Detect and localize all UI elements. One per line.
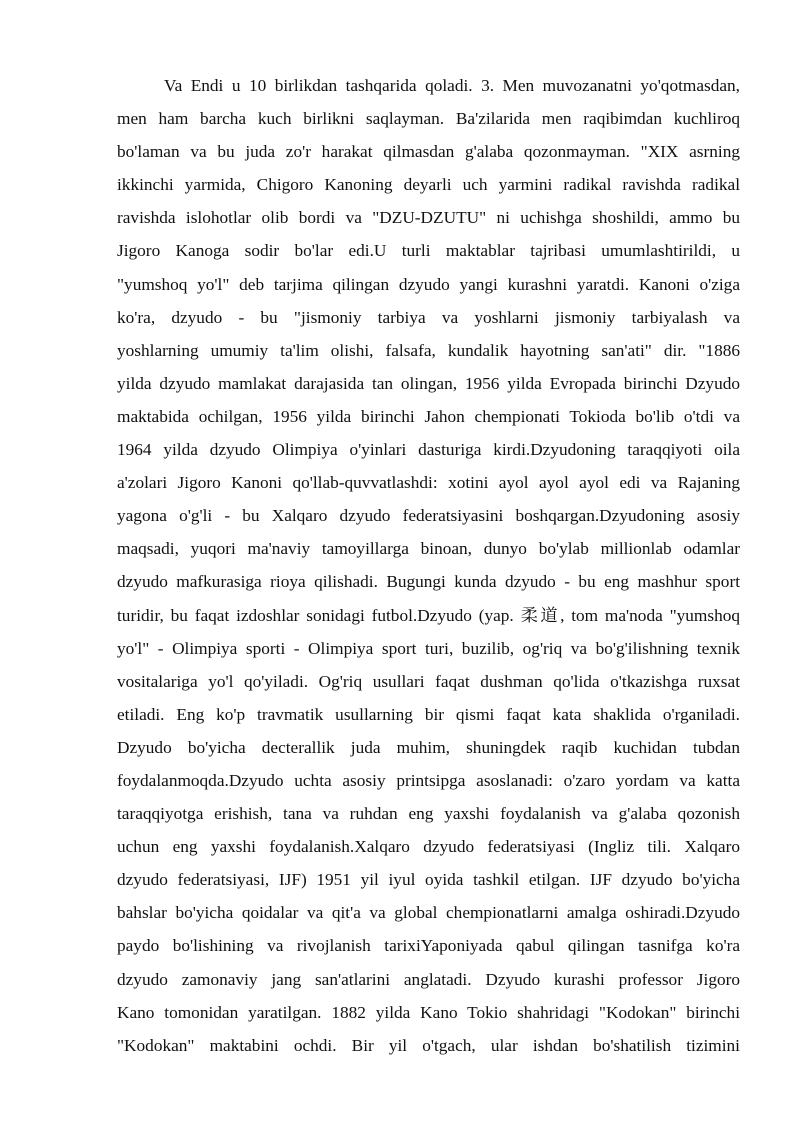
text-line: "yumshoq yo'l" deb tarjima qilingan dzyudo yangi kurashni yaratdi. Kanoni o'ziga (117, 274, 740, 294)
text-line: Dzyudo bo'yicha decterallik juda muhim, shuningdek raqib kuchidan tubdan (117, 737, 740, 757)
text-line: Kano tomonidan yaratilgan. 1882 yilda Kano Tokio shahridagi "Kodokan" birinchi (117, 1002, 740, 1022)
text-line: men ham barcha kuch birlikni saqlayman. Ba'zilarida men raqibimdan kuchliroq (117, 109, 740, 129)
text-line: vositalariga yo'l qo'yiladi. Og'riq usullari faqat dushman qo'lida o'tkazishga ruxsat (117, 671, 740, 691)
text-line: bo'laman va bu juda zo'r harakat qilmasdan g'alaba qozonmayman. "XIX asrning (117, 142, 740, 162)
text-line: yagona o'g'li - bu Xalqaro dzyudo federatsiyasini boshqargan.Dzyudoning asosiy (117, 506, 740, 526)
text-line: uchun eng yaxshi foydalanish.Xalqaro dzyudo federatsiyasi (Ingliz tili. Xalqaro (117, 837, 740, 857)
text-line: maqsadi, yuqori ma'naviy tamoyillarga binoan, dunyo bo'ylab millionlab odamlar (117, 539, 740, 559)
text-line: ravishda islohotlar olib bordi va "DZU-DZUTU" ni uchishga shoshildi, ammo bu (117, 208, 740, 228)
document-body (117, 69, 740, 1062)
text-line: maktabida ochilgan, 1956 yilda birinchi Jahon chempionati Tokioda bo'lib o'tdi va (117, 406, 740, 426)
text-line: paydo bo'lishining va rivojlanish tarixiYaponiyada qabul qilingan tasnifga ko'ra (117, 936, 740, 956)
text-line: yilda dzyudo mamlakat darajasida tan olingan, 1956 yilda Evropada birinchi Dzyudo (117, 373, 740, 393)
text-line: a'zolari Jigoro Kanoni qo'llab-quvvatlashdi: xotini ayol ayol ayol edi va Rajaning (117, 473, 740, 493)
text-line: "Kodokan" maktabini ochdi. Bir yil o'tgach, ular ishdan bo'shatilish tizimini (117, 1035, 740, 1055)
text-line: bahslar bo'yicha qoidalar va qit'a va global chempionatlarni amalga oshiradi.Dzyudo (117, 903, 740, 923)
text-line: ko'ra, dzyudo - bu "jismoniy tarbiya va yoshlarni jismoniy tarbiyalash va (117, 307, 740, 327)
text-line: Va Endi u 10 birlikdan tashqarida qoladi. 3. Men muvozanatni yo'qotmasdan, (164, 76, 740, 95)
text-line: dzyudo mafkurasiga rioya qilishadi. Bugungi kunda dzyudo - bu eng mashhur sport (117, 572, 740, 592)
text-line: Jigoro Kanoga sodir bo'lar edi.U turli maktablar tajribasi umumlashtirildi, u (117, 241, 740, 261)
text-line: yo'l" - Olimpiya sporti - Olimpiya sport turi, buzilib, og'riq va bo'g'ilishning texnik (117, 638, 740, 658)
text-line: foydalanmoqda.Dzyudo uchta asosiy printsipga asoslanadi: o'zaro yordam va katta (117, 770, 740, 790)
text-line: etiladi. Eng ko'p travmatik usullarning bir qismi faqat kata shaklida o'rganiladi. (117, 704, 740, 724)
text-line: turidir, bu faqat izdoshlar sonidagi futbol.Dzyudo (yap. 柔道, tom ma'noda "yumshoq (117, 605, 740, 625)
text-line: yoshlarning umumiy ta'lim olishi, falsafa, kundalik hayotning san'ati" dir. "1886 (117, 340, 740, 360)
text-line: ikkinchi yarmida, Chigoro Kanoning deyarli uch yarmini radikal ravishda radikal (117, 175, 740, 195)
text-line: taraqqiyotga erishish, tana va ruhdan eng yaxshi foydalanish va g'alaba qozonish (117, 804, 740, 824)
text-line: dzyudo zamonaviy jang san'atlarini anglatadi. Dzyudo kurashi professor Jigoro (117, 969, 740, 989)
text-line: 1964 yilda dzyudo Olimpiya o'yinlari dasturiga kirdi.Dzyudoning taraqqiyoti oila (117, 440, 740, 460)
text-line: dzyudo federatsiyasi, IJF) 1951 yil iyul oyida tashkil etilgan. IJF dzyudo bo'yicha (117, 870, 740, 890)
